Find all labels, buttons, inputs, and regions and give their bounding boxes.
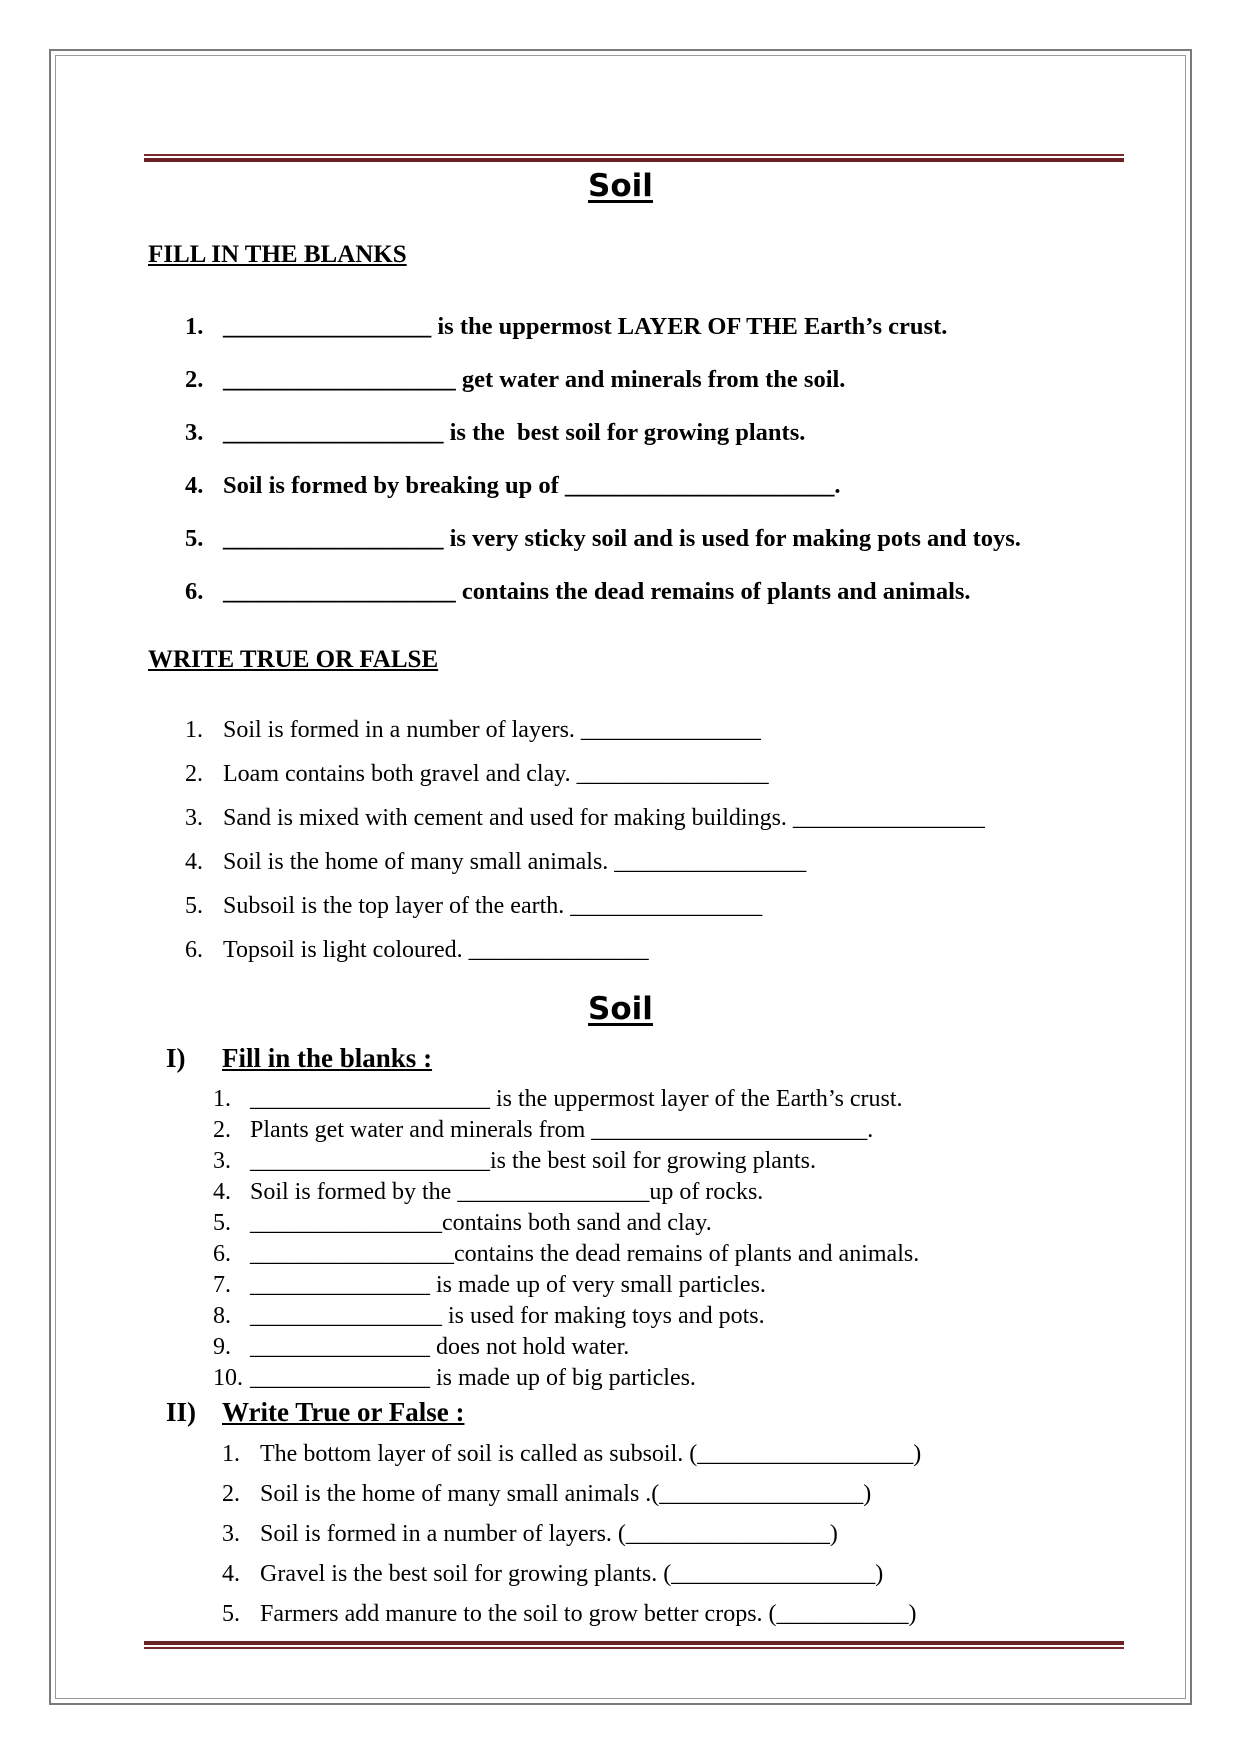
list-item: 2. Loam contains both gravel and clay. ________________ <box>185 761 769 787</box>
list-item: 4. Gravel is the best soil for growing plants. (_________________) <box>222 1561 884 1587</box>
list-item: 1. The bottom layer of soil is called as subsoil. (__________________) <box>222 1441 922 1467</box>
list-item: 2. Plants get water and minerals from _______________________. <box>213 1117 874 1143</box>
top-rule <box>144 154 1124 162</box>
list-item: 6. Topsoil is light coloured. _______________ <box>185 937 649 963</box>
list-item: 3. Soil is formed in a number of layers. (_________________) <box>222 1521 838 1547</box>
list-item: 4. Soil is the home of many small animals. ________________ <box>185 849 807 875</box>
list-item: 1. Soil is formed in a number of layers. _______________ <box>185 717 761 743</box>
part1-fill-heading: FILL IN THE BLANKS <box>148 241 407 268</box>
list-item: 5. Farmers add manure to the soil to grow better crops. (___________) <box>222 1601 917 1627</box>
bottom-rule <box>144 1641 1124 1649</box>
list-item: 6. ___________________ contains the dead remains of plants and animals. <box>185 578 971 605</box>
list-item: 2. ___________________ get water and minerals from the soil. <box>185 366 846 393</box>
part1-title: Soil <box>588 168 653 204</box>
list-item: 3. ____________________is the best soil for growing plants. <box>213 1148 816 1174</box>
list-item: 5. ________________contains both sand and clay. <box>213 1210 712 1236</box>
list-item: 10. _______________ is made up of big particles. <box>213 1365 696 1391</box>
list-item: 6. _________________contains the dead remains of plants and animals. <box>213 1241 920 1267</box>
list-item: 4. Soil is formed by the ________________up of rocks. <box>213 1179 764 1205</box>
part2-title: Soil <box>588 991 653 1027</box>
list-item: 3. Sand is mixed with cement and used for making buildings. ________________ <box>185 805 985 831</box>
list-item: 1. _________________ is the uppermost LAYER OF THE Earth’s crust. <box>185 313 948 340</box>
section1-roman: I) <box>166 1043 186 1073</box>
list-item: 8. ________________ is used for making toys and pots. <box>213 1303 765 1329</box>
part1-tf-heading: WRITE TRUE OR FALSE <box>148 646 439 673</box>
list-item: 4. Soil is formed by breaking up of ______________________. <box>185 472 841 499</box>
list-item: 9. _______________ does not hold water. <box>213 1334 630 1360</box>
list-item: 2. Soil is the home of many small animals .(_________________) <box>222 1481 872 1507</box>
list-item: 7. _______________ is made up of very small particles. <box>213 1272 766 1298</box>
section1-heading: Fill in the blanks : <box>222 1043 433 1073</box>
section2-roman: II) <box>166 1397 197 1427</box>
list-item: 1. ____________________ is the uppermost layer of the Earth’s crust. <box>213 1086 903 1112</box>
list-item: 3. __________________ is the best soil for growing plants. <box>185 419 806 446</box>
list-item: 5. Subsoil is the top layer of the earth. ________________ <box>185 893 763 919</box>
list-item: 5. __________________ is very sticky soil and is used for making pots and toys. <box>185 525 1021 552</box>
section2-heading: Write True or False : <box>222 1397 465 1427</box>
